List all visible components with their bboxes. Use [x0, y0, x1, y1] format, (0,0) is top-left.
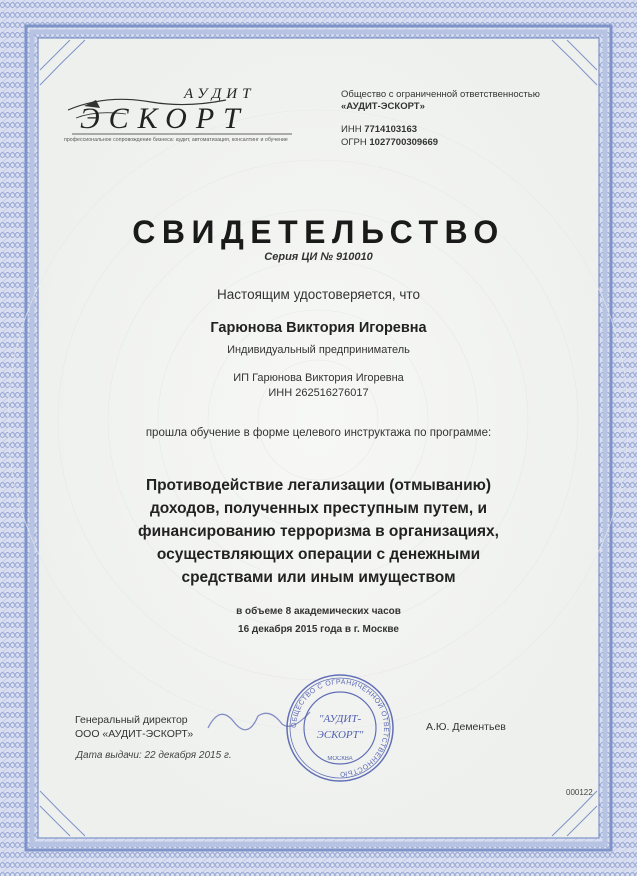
inn-line [341, 123, 438, 136]
organization-name: «АУДИТ-ЭСКОРТ» [341, 101, 425, 112]
program-line: Противодействие легализации (отмыванию) [145, 477, 492, 494]
training-text: прошла обучение в форме целевого инструктажа по программе: [145, 427, 492, 439]
seal-center-bottom: ЭСКОРТ" [316, 729, 364, 741]
program-title [0, 474, 637, 589]
program-line: финансированию терроризма в организациях, [138, 523, 499, 540]
certificate-number: 000122 [566, 788, 593, 797]
person-role: Индивидуальный предприниматель [227, 344, 410, 356]
seal-ring-text: ОБЩЕСТВО С ОГРАНИЧЕННОЙ ОТВЕТСТВЕННОСТЬЮ [290, 678, 390, 778]
certify-text: Настоящим удостоверяется, что [217, 287, 420, 302]
ogrn-value: 1027700309669 [369, 137, 439, 148]
issue-date: Дата выдачи: 22 декабря 2015 г. [76, 750, 232, 761]
inn-value: 7714103163 [364, 124, 418, 135]
ip-name: ИП Гарюнова Виктория Игоревна [233, 372, 404, 384]
inn-label: ИНН [341, 124, 362, 135]
program-line: осуществляющих операции с денежными [156, 546, 481, 563]
organization-type: Общество с ограниченной ответственностью [341, 89, 540, 100]
seal-center-top: "АУДИТ- [318, 713, 362, 725]
director-title: Генеральный директор [75, 714, 188, 726]
svg-text:ЭСКОРТ: ЭСКОРТ [80, 102, 249, 135]
ogrn-label: ОГРН [341, 137, 367, 148]
director-block [75, 713, 193, 741]
ogrn-line [341, 136, 438, 149]
svg-text:АУДИТ: АУДИТ [184, 86, 256, 102]
person-name: Гарюнова Виктория Игоревна [210, 320, 427, 336]
training-date-place: 16 декабря 2015 года в г. Москве [238, 624, 399, 635]
logo-tagline: профессиональное сопровождение бизнеса: аудит, автоматизация, консалтинг и обучение [64, 137, 288, 143]
training-volume: в объеме 8 академических часов [236, 606, 401, 617]
certificate-title: СВИДЕТЕЛЬСТВО [132, 214, 505, 250]
director-name: А.Ю. Дементьев [426, 721, 506, 733]
organization-ids [341, 123, 438, 149]
director-org: ООО «АУДИТ-ЭСКОРТ» [75, 728, 194, 740]
seal-city: МОСКВА [327, 756, 353, 762]
ip-inn: ИНН 262516276017 [268, 387, 369, 399]
company-seal [284, 672, 396, 784]
certificate-series: Серия ЦИ № 910010 [264, 251, 373, 263]
program-line: средствами или иным имуществом [181, 569, 456, 586]
program-line: доходов, полученных преступным путем, и [149, 500, 488, 517]
organization-info [341, 89, 540, 113]
audit-escort-logo [66, 80, 296, 138]
